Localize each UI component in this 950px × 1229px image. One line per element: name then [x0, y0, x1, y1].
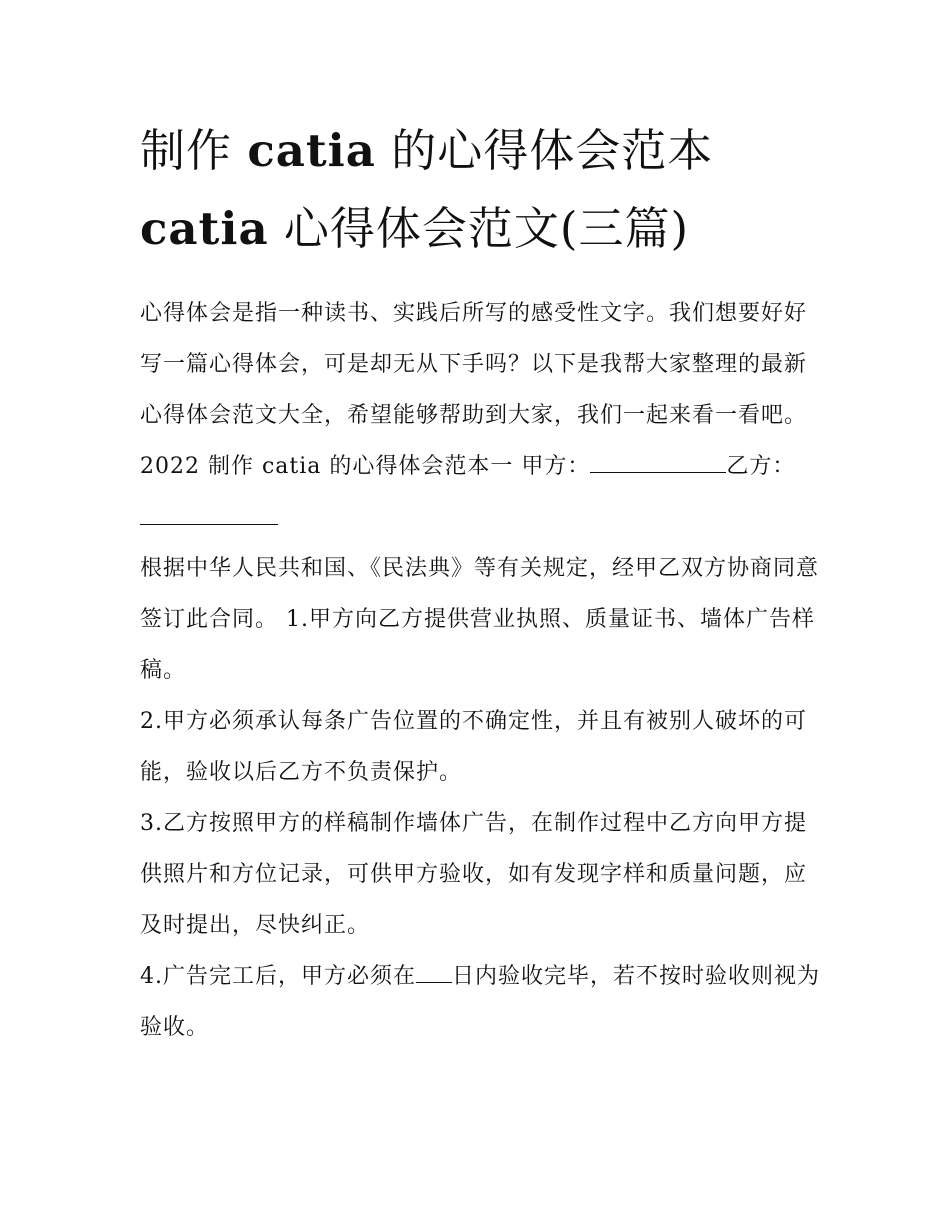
contract-paragraph-1: 根据中华人民共和国、《民法典》等有关规定，经甲乙双方协商同意签订此合同。 1.甲方向乙方提供营业执照、质量证书、墙体广告样稿。: [140, 556, 820, 683]
document-page: [140, 112, 820, 1053]
party-a-blank: [590, 450, 726, 473]
section-heading-line: [140, 441, 820, 492]
section-heading: 2022 制作 catia 的心得体会范本一: [140, 454, 514, 479]
title-line1-pre: 制作: [140, 124, 233, 177]
item4-post: 日内验收完毕，若不按时验收则视为验收。: [140, 964, 821, 1040]
title-line2-post: 心得体会范文(三篇): [283, 202, 690, 255]
document-title: [140, 112, 820, 268]
party-a-label: 甲方：: [521, 454, 591, 479]
contract-paragraph-2: 2.甲方必须承认每条广告位置的不确定性，并且有被别人破坏的可能，验收以后乙方不负责保护。: [140, 709, 807, 785]
contract-paragraph-4: [140, 951, 820, 1053]
item4-blank: [416, 960, 452, 983]
title-line2-latin: catia: [140, 202, 269, 255]
intro-paragraph: 心得体会是指一种读书、实践后所写的感受性文字。我们想要好好写一篇心得体会，可是却无从下手吗？以下是我帮大家整理的最新心得体会范文大全，希望能够帮助到大家，我们一起来看一看吧。: [140, 301, 808, 428]
title-line1-post: 的心得体会范本: [391, 124, 714, 177]
contract-paragraph-3: 3.乙方按照甲方的样稿制作墙体广告，在制作过程中乙方向甲方提供照片和方位记录，可供甲方验收，如有发现字样和质量问题，应及时提出，尽快纠正。: [140, 811, 808, 938]
party-b-blank-line: [140, 492, 820, 543]
party-b-blank: [140, 502, 278, 525]
item4-pre: 4.广告完工后，甲方必须在: [140, 964, 416, 989]
title-line1-latin: catia: [247, 124, 376, 177]
party-b-label: 乙方：: [726, 454, 796, 479]
